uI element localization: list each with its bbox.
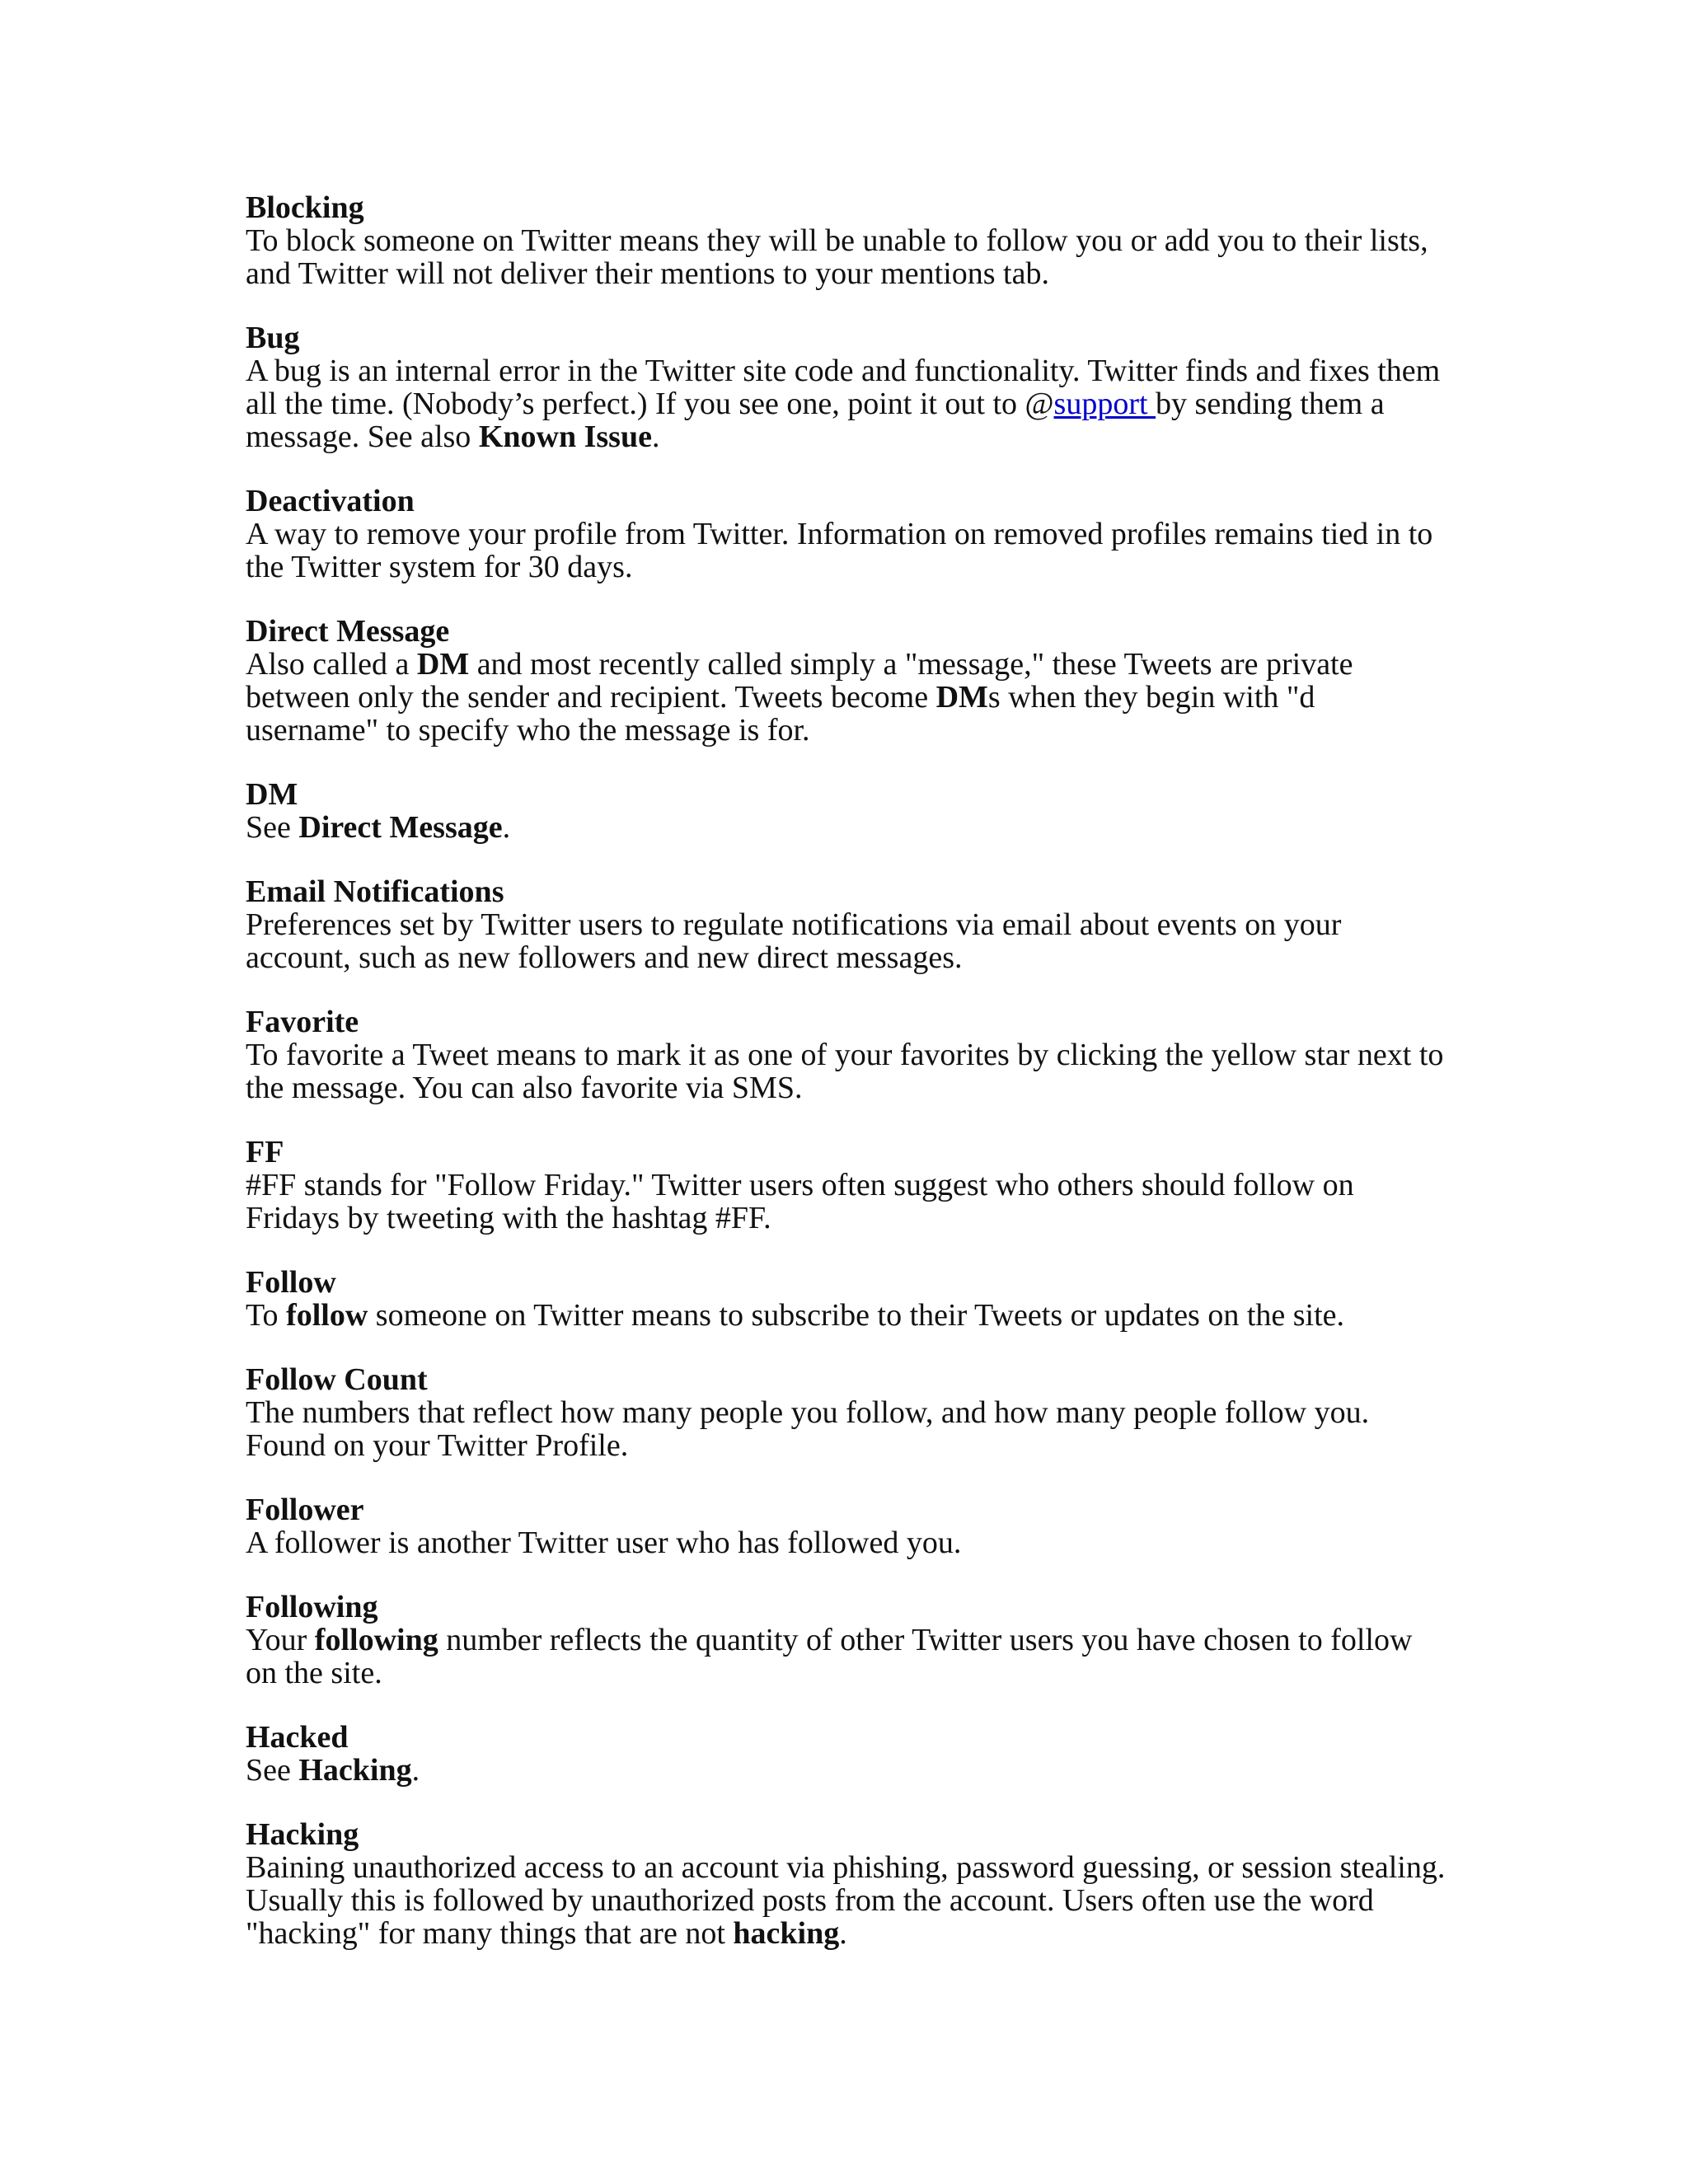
definition-emphasis: Direct Message [298, 810, 503, 845]
definition-text: by sending them a message. See also [246, 387, 1385, 454]
glossary-term: Bug [246, 321, 300, 355]
glossary-definition [246, 1624, 1449, 1690]
glossary-term: Hacking [246, 1817, 359, 1852]
glossary-definition [246, 648, 1449, 747]
glossary-term: DM [246, 777, 298, 812]
glossary-term: Following [246, 1590, 378, 1624]
glossary-definition [246, 1754, 1449, 1787]
definition-text: . [502, 810, 511, 845]
glossary-entry [246, 485, 1449, 583]
glossary-page [246, 191, 1449, 1981]
definition-text: Preferences set by Twitter users to regulate notifications via email about events on your account, such as new followers and new direct messages. [246, 907, 1342, 975]
glossary-entry [246, 875, 1449, 974]
glossary-entry [246, 321, 1449, 453]
glossary-entry [246, 1266, 1449, 1332]
glossary-term: Email Notifications [246, 874, 504, 909]
definition-emphasis: Hacking [298, 1753, 412, 1788]
definition-text: The numbers that reflect how many people you follow, and how many people follow you. Found on your Twitter Profile. [246, 1395, 1370, 1463]
definition-emphasis: Known Issue [478, 419, 652, 454]
definition-text: Also called a [246, 647, 417, 682]
glossary-entry [246, 1591, 1449, 1690]
definition-text: . [839, 1916, 847, 1951]
definition-emphasis: hacking [733, 1916, 840, 1951]
glossary-definition [246, 1851, 1449, 1950]
glossary-definition [246, 1169, 1449, 1235]
definition-text: A bug is an internal error in the Twitter site code and functionality. Twitter finds and fixes them all the time. (Nobody’s perfect.) If you see one, point it out to @ [246, 354, 1441, 421]
glossary-entry [246, 615, 1449, 747]
support-link[interactable]: support [1053, 387, 1156, 421]
definition-text: number reflects the quantity of other Twitter users you have chosen to follow on the site. [246, 1623, 1413, 1690]
definition-text: Baining unauthorized access to an account via phishing, password guessing, or session stealing. Usually this is followed by unauthorized posts from the account. Users often use the word "hacking" for many things that are not [246, 1850, 1446, 1951]
definition-text: Your [246, 1623, 315, 1657]
glossary-entry [246, 1818, 1449, 1950]
glossary-entry [246, 191, 1449, 290]
glossary-entry [246, 778, 1449, 844]
definition-text: To block someone on Twitter means they will be unable to follow you or add you to their lists, and Twitter will not deliver their mentions to your mentions tab. [246, 223, 1428, 291]
glossary-term: Follow Count [246, 1362, 428, 1397]
definition-text: A follower is another Twitter user who has followed you. [246, 1526, 962, 1560]
definition-text: #FF stands for "Follow Friday." Twitter users often suggest who others should follow on Fridays by tweeting with the hashtag #FF. [246, 1168, 1354, 1235]
glossary-entry [246, 1721, 1449, 1787]
definition-text: To [246, 1298, 287, 1333]
glossary-definition [246, 518, 1449, 583]
definition-text: . [411, 1753, 420, 1788]
glossary-term: Blocking [246, 190, 364, 225]
definition-text: someone on Twitter means to subscribe to their Tweets or updates on the site. [368, 1298, 1345, 1333]
definition-text: See [246, 1753, 299, 1788]
glossary-definition [246, 811, 1449, 844]
glossary-definition [246, 224, 1449, 290]
definition-text: and most recently called simply a "message," these Tweets are private between only the sender and recipient. Tweets become [246, 647, 1353, 715]
definition-emphasis: DM [416, 647, 470, 682]
glossary-definition [246, 1526, 1449, 1559]
glossary-term: Hacked [246, 1720, 349, 1755]
glossary-definition [246, 354, 1449, 453]
glossary-term: Favorite [246, 1005, 359, 1039]
definition-text: See [246, 810, 299, 845]
definition-emphasis: follow [286, 1298, 368, 1333]
definition-text: s when they begin with "d username" to specify who the message is for. [246, 680, 1315, 748]
glossary-entry [246, 1493, 1449, 1559]
glossary-term: Direct Message [246, 614, 450, 649]
definition-emphasis: following [314, 1623, 438, 1657]
glossary-definition [246, 1299, 1449, 1332]
glossary-entry [246, 1005, 1449, 1104]
glossary-definition [246, 908, 1449, 974]
glossary-entry [246, 1363, 1449, 1462]
glossary-definition [246, 1038, 1449, 1104]
definition-text: . [651, 419, 660, 454]
glossary-term: Deactivation [246, 484, 415, 518]
definition-emphasis: DM [935, 680, 988, 715]
definition-text: A way to remove your profile from Twitter. Information on removed profiles remains tied in to the Twitter system for 30 days. [246, 517, 1433, 584]
glossary-definition [246, 1396, 1449, 1462]
glossary-entry [246, 1136, 1449, 1235]
glossary-term: FF [246, 1135, 284, 1169]
glossary-term: Follower [246, 1493, 364, 1527]
glossary-term: Follow [246, 1265, 336, 1300]
definition-text: To favorite a Tweet means to mark it as one of your favorites by clicking the yellow star next to the message. You can also favorite via SMS. [246, 1038, 1444, 1105]
